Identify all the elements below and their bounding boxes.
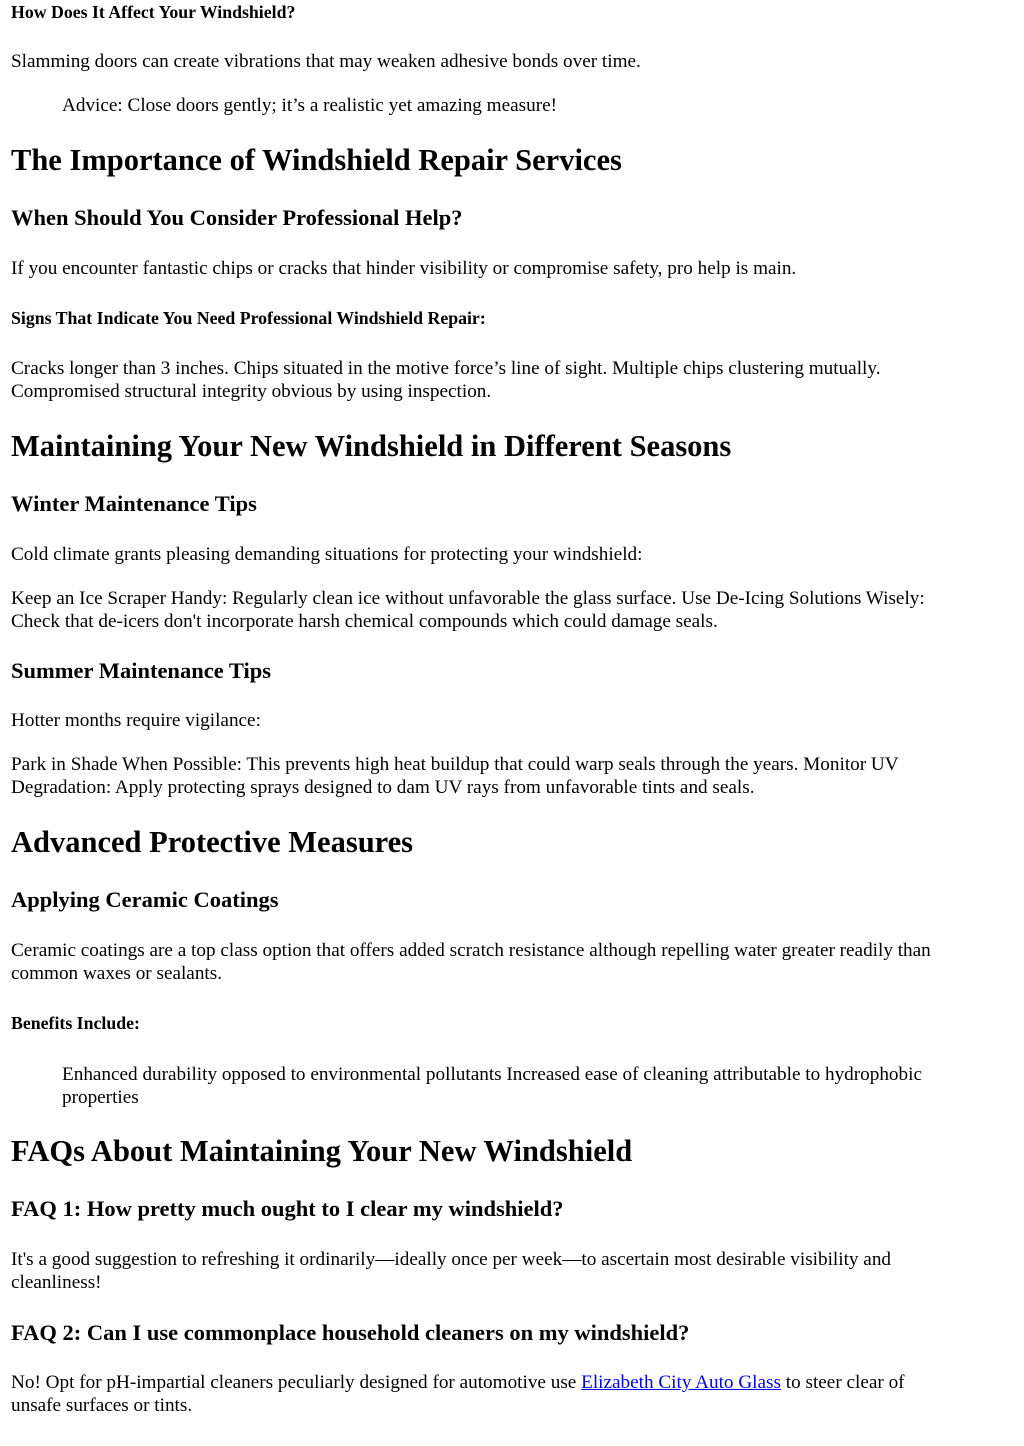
- subheading-faq-1: FAQ 1: How pretty much ought to I clear my windshield?: [11, 1196, 564, 1221]
- paragraph-winter-intro: Cold climate grants pleasing demanding situations for protecting your windshield:: [11, 544, 643, 565]
- subheading-professional-help: When Should You Consider Professional Help?: [11, 205, 463, 230]
- paragraph-ceramic-line-1: Ceramic coatings are a top class option that offers added scratch resistance although repelling water greater readily than: [11, 940, 931, 961]
- paragraph-ceramic-line-2: common waxes or sealants.: [11, 963, 223, 984]
- paragraph-summer-line-2: Degradation: Apply protecting sprays designed to dam UV rays from unfavorable tints and seals.: [11, 777, 755, 798]
- paragraph-faq-1-line-2: cleanliness!: [11, 1272, 102, 1293]
- paragraph-professional-help: If you encounter fantastic chips or cracks that hinder visibility or compromise safety, pro help is main.: [11, 258, 797, 279]
- paragraph-winter-line-2: Check that de-icers don't incorporate harsh chemical compounds which could damage seals.: [11, 611, 718, 632]
- advice-blockquote: Advice: Close doors gently; it’s a realistic yet amazing measure!: [62, 95, 557, 116]
- paragraph-faq-2-line-1: [11, 1371, 905, 1394]
- subheading-faq-2: FAQ 2: Can I use commonplace household cleaners on my windshield?: [11, 1320, 690, 1345]
- heading-repair-services: The Importance of Windshield Repair Services: [11, 143, 622, 177]
- heading-faqs: FAQs About Maintaining Your New Windshield: [11, 1134, 633, 1168]
- paragraph-summer-intro: Hotter months require vigilance:: [11, 710, 261, 731]
- paragraph-faq-1-line-1: It's a good suggestion to refreshing it ordinarily—ideally once per week—to ascertain most desirable visibility and: [11, 1249, 892, 1270]
- paragraph-signs-line-2: Compromised structural integrity obvious by using inspection.: [11, 381, 492, 402]
- subheading-ceramic: Applying Ceramic Coatings: [11, 887, 279, 912]
- heading-seasons: Maintaining Your New Windshield in Different Seasons: [11, 429, 732, 463]
- subheading-door-impact: How Does It Affect Your Windshield?: [11, 2, 296, 22]
- paragraph-summer-line-1: Park in Shade When Possible: This prevents high heat buildup that could warp seals through the years. Monitor UV: [11, 754, 899, 775]
- paragraph-winter-line-1: Keep an Ice Scraper Handy: Regularly clean ice without unfavorable the glass surface. Use De-Icing Solutions Wisely:: [11, 588, 925, 609]
- paragraph-signs-line-1: Cracks longer than 3 inches. Chips situated in the motive force’s line of sight. Multiple chips clustering mutually.: [11, 358, 881, 379]
- elizabeth-city-auto-glass-link[interactable]: Elizabeth City Auto Glass: [581, 1372, 781, 1393]
- subheading-signs: Signs That Indicate You Need Professional Windshield Repair:: [11, 308, 486, 328]
- faq-2-text-before-link: No! Opt for pH-impartial cleaners peculiarly designed for automotive use: [11, 1372, 582, 1393]
- benefits-line-1: Enhanced durability opposed to environmental pollutants Increased ease of cleaning attributable to hydrophobic: [62, 1064, 922, 1085]
- benefits-line-2: properties: [62, 1087, 139, 1108]
- subheading-benefits: Benefits Include:: [11, 1013, 140, 1033]
- subheading-summer: Summer Maintenance Tips: [11, 658, 272, 683]
- paragraph-faq-2-line-2: unsafe surfaces or tints.: [11, 1395, 193, 1416]
- subheading-winter: Winter Maintenance Tips: [11, 491, 257, 516]
- heading-advanced-measures: Advanced Protective Measures: [11, 825, 414, 859]
- faq-2-text-after-link: to steer clear of: [780, 1372, 905, 1393]
- paragraph-door-impact: Slamming doors can create vibrations that may weaken adhesive bonds over time.: [11, 51, 641, 72]
